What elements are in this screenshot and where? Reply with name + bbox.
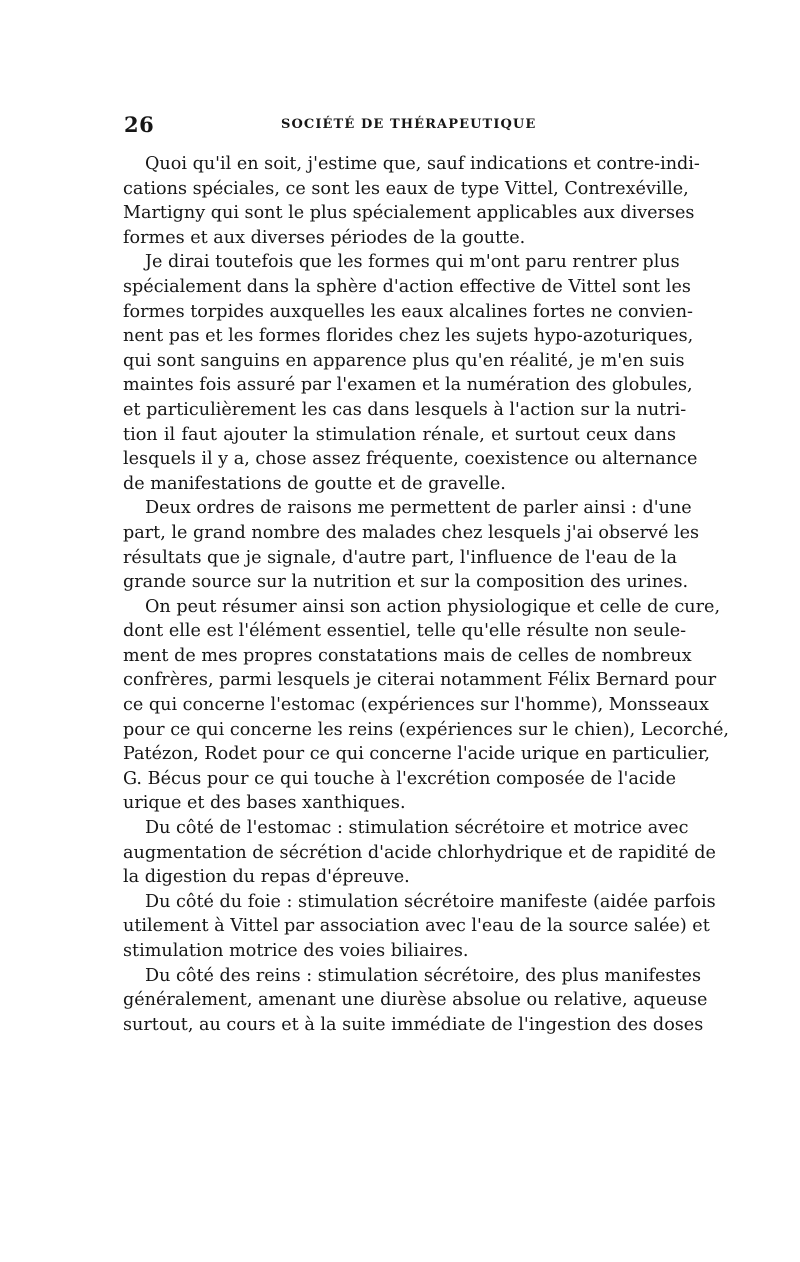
paragraph bbox=[123, 250, 698, 496]
page-number: 26 bbox=[124, 112, 155, 137]
text-line: résultats que je signale, d'autre part, l'influence de l'eau de la bbox=[123, 547, 677, 568]
text-line: cations spéciales, ce sont les eaux de type Vittel, Contrexéville, bbox=[123, 178, 689, 199]
text-line: lesquels il y a, chose assez fréquente, coexistence ou alternance bbox=[123, 449, 698, 470]
text-line: augmentation de sécrétion d'acide chlorhydrique et de rapidité de bbox=[123, 842, 716, 863]
text-line: maintes fois assuré par l'examen et la numération des globules, bbox=[123, 375, 693, 396]
paragraph bbox=[123, 964, 708, 1038]
paragraph bbox=[123, 890, 716, 964]
text-line: part, le grand nombre des malades chez lesquels j'ai observé les bbox=[123, 522, 700, 543]
running-head bbox=[124, 112, 677, 142]
text-line: de manifestations de goutte et de gravelle. bbox=[123, 473, 506, 494]
text-line: nent pas et les formes florides chez les sujets hypo-azoturiques, bbox=[123, 326, 694, 347]
text-line: la digestion du repas d'épreuve. bbox=[123, 867, 410, 888]
paragraph bbox=[123, 152, 700, 250]
text-line: formes et aux diverses périodes de la goutte. bbox=[123, 227, 526, 248]
text-line: Du côté de l'estomac : stimulation sécrétoire et motrice avec bbox=[145, 818, 689, 839]
text-line: et particulièrement les cas dans lesquels à l'action sur la nutri- bbox=[123, 399, 687, 420]
text-line: dont elle est l'élément essentiel, telle qu'elle résulte non seule- bbox=[123, 621, 687, 642]
body-text bbox=[123, 152, 729, 1037]
text-line: généralement, amenant une diurèse absolue ou relative, aqueuse bbox=[123, 990, 708, 1011]
text-line: Je dirai toutefois que les formes qui m'ont paru rentrer plus bbox=[145, 252, 680, 273]
paragraph bbox=[123, 496, 700, 594]
text-line: Deux ordres de raisons me permettent de parler ainsi : d'une bbox=[145, 498, 692, 519]
text-line: spécialement dans la sphère d'action effective de Vittel sont les bbox=[123, 276, 691, 297]
text-line: tion il faut ajouter la stimulation rénale, et surtout ceux dans bbox=[123, 424, 676, 445]
text-line: ce qui concerne l'estomac (expériences sur l'homme), Monsseaux bbox=[123, 695, 709, 716]
text-line: pour ce qui concerne les reins (expériences sur le chien), Lecorché, bbox=[123, 719, 729, 740]
text-line: formes torpides auxquelles les eaux alcalines fortes ne convien- bbox=[123, 301, 693, 322]
text-line: ment de mes propres constatations mais de celles de nombreux bbox=[123, 645, 692, 666]
text-line: Patézon, Rodet pour ce qui concerne l'acide urique en particulier, bbox=[123, 744, 711, 765]
text-line: Quoi qu'il en soit, j'estime que, sauf indications et contre-indi- bbox=[145, 154, 700, 174]
text-line: grande source sur la nutrition et sur la composition des urines. bbox=[123, 572, 689, 593]
text-line: G. Bécus pour ce qui touche à l'excrétion composée de l'acide bbox=[123, 768, 676, 789]
text-line: stimulation motrice des voies biliaires. bbox=[123, 941, 469, 961]
text-line: qui sont sanguins en apparence plus qu'en réalité, je m'en suis bbox=[123, 350, 685, 371]
text-line: On peut résumer ainsi son action physiologique et celle de cure, bbox=[145, 596, 721, 617]
paragraph bbox=[123, 816, 716, 890]
text-line: surtout, au cours et à la suite immédiate de l'ingestion des doses bbox=[123, 1014, 704, 1035]
paragraph bbox=[123, 595, 729, 816]
text-line: urique et des bases xanthiques. bbox=[123, 793, 406, 814]
text-line: Du côté des reins : stimulation sécrétoire, des plus manifestes bbox=[145, 965, 701, 986]
text-line: Martigny qui sont le plus spécialement applicables aux diverses bbox=[123, 203, 695, 224]
text-line: confrères, parmi lesquels je citerai notamment Félix Bernard pour bbox=[123, 670, 717, 691]
text-line: utilement à Vittel par association avec l'eau de la source salée) et bbox=[123, 916, 710, 937]
header-title: SOCIÉTÉ DE THÉRAPEUTIQUE bbox=[281, 117, 537, 132]
text-line: Du côté du foie : stimulation sécrétoire manifeste (aidée parfois bbox=[145, 891, 716, 912]
